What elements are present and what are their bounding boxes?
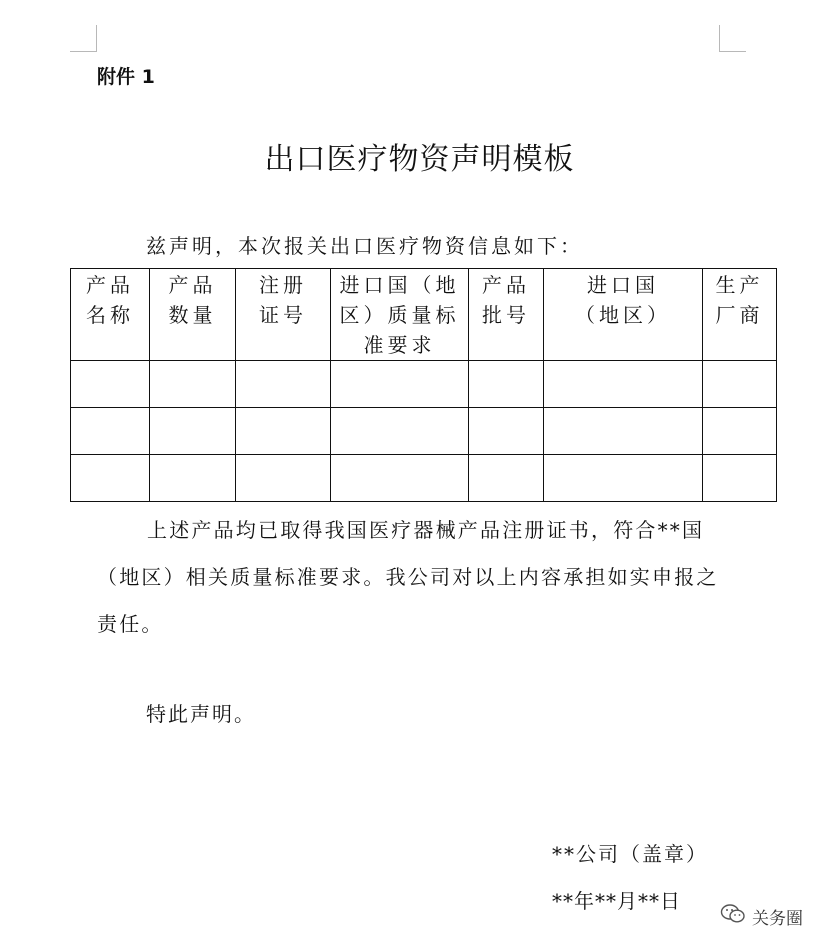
table-cell[interactable] bbox=[71, 455, 150, 502]
table-cell[interactable] bbox=[331, 361, 469, 408]
header-import-country: 进口国 （地区） bbox=[544, 269, 703, 361]
closing-text: 特此声明。 bbox=[146, 702, 256, 726]
table-header-row bbox=[71, 269, 777, 361]
table-cell[interactable] bbox=[71, 361, 150, 408]
header-product-name: 产品 名称 bbox=[71, 269, 150, 361]
company-seal-line: **公司（盖章） bbox=[552, 842, 708, 866]
goods-table bbox=[70, 268, 777, 502]
table-cell[interactable] bbox=[236, 361, 331, 408]
table-cell[interactable] bbox=[236, 408, 331, 455]
header-batch-number: 产品 批号 bbox=[469, 269, 544, 361]
attachment-label: 附件 1 bbox=[97, 66, 155, 88]
wechat-icon bbox=[720, 903, 752, 930]
table-cell[interactable] bbox=[331, 408, 469, 455]
date-line: **年**月**日 bbox=[552, 889, 681, 913]
header-manufacturer: 生产 厂商 bbox=[703, 269, 777, 361]
table-row bbox=[71, 408, 777, 455]
table-cell[interactable] bbox=[469, 408, 544, 455]
table-cell[interactable] bbox=[71, 408, 150, 455]
table-row bbox=[71, 361, 777, 408]
table-cell[interactable] bbox=[469, 455, 544, 502]
intro-text: 兹声明，本次报关出口医疗物资信息如下： bbox=[146, 234, 583, 258]
table-cell[interactable] bbox=[703, 361, 777, 408]
table-cell[interactable] bbox=[150, 361, 236, 408]
table-cell[interactable] bbox=[150, 455, 236, 502]
statement-paragraph: 上述产品均已取得我国医疗器械产品注册证书，符合**国（地区）相关质量标准要求。我公司对以上内容承担如实申报之责任。 bbox=[97, 518, 719, 636]
table-cell[interactable] bbox=[331, 455, 469, 502]
crop-mark-top-left bbox=[70, 25, 97, 52]
crop-mark-top-right bbox=[719, 25, 746, 52]
table-cell[interactable] bbox=[544, 361, 703, 408]
table-cell[interactable] bbox=[703, 455, 777, 502]
table-row bbox=[71, 455, 777, 502]
table-cell[interactable] bbox=[236, 455, 331, 502]
document-title: 出口医疗物资声明模板 bbox=[264, 142, 575, 177]
table-cell[interactable] bbox=[544, 455, 703, 502]
watermark bbox=[720, 903, 803, 930]
header-registration-number: 注册 证号 bbox=[236, 269, 331, 361]
table-cell[interactable] bbox=[703, 408, 777, 455]
table-cell[interactable] bbox=[469, 361, 544, 408]
header-import-quality-standard: 进口国（地 区）质量标 准要求 bbox=[331, 269, 469, 361]
table-cell[interactable] bbox=[544, 408, 703, 455]
watermark-text: 关务圈 bbox=[752, 909, 803, 929]
table-cell[interactable] bbox=[150, 408, 236, 455]
header-product-quantity: 产品 数量 bbox=[150, 269, 236, 361]
